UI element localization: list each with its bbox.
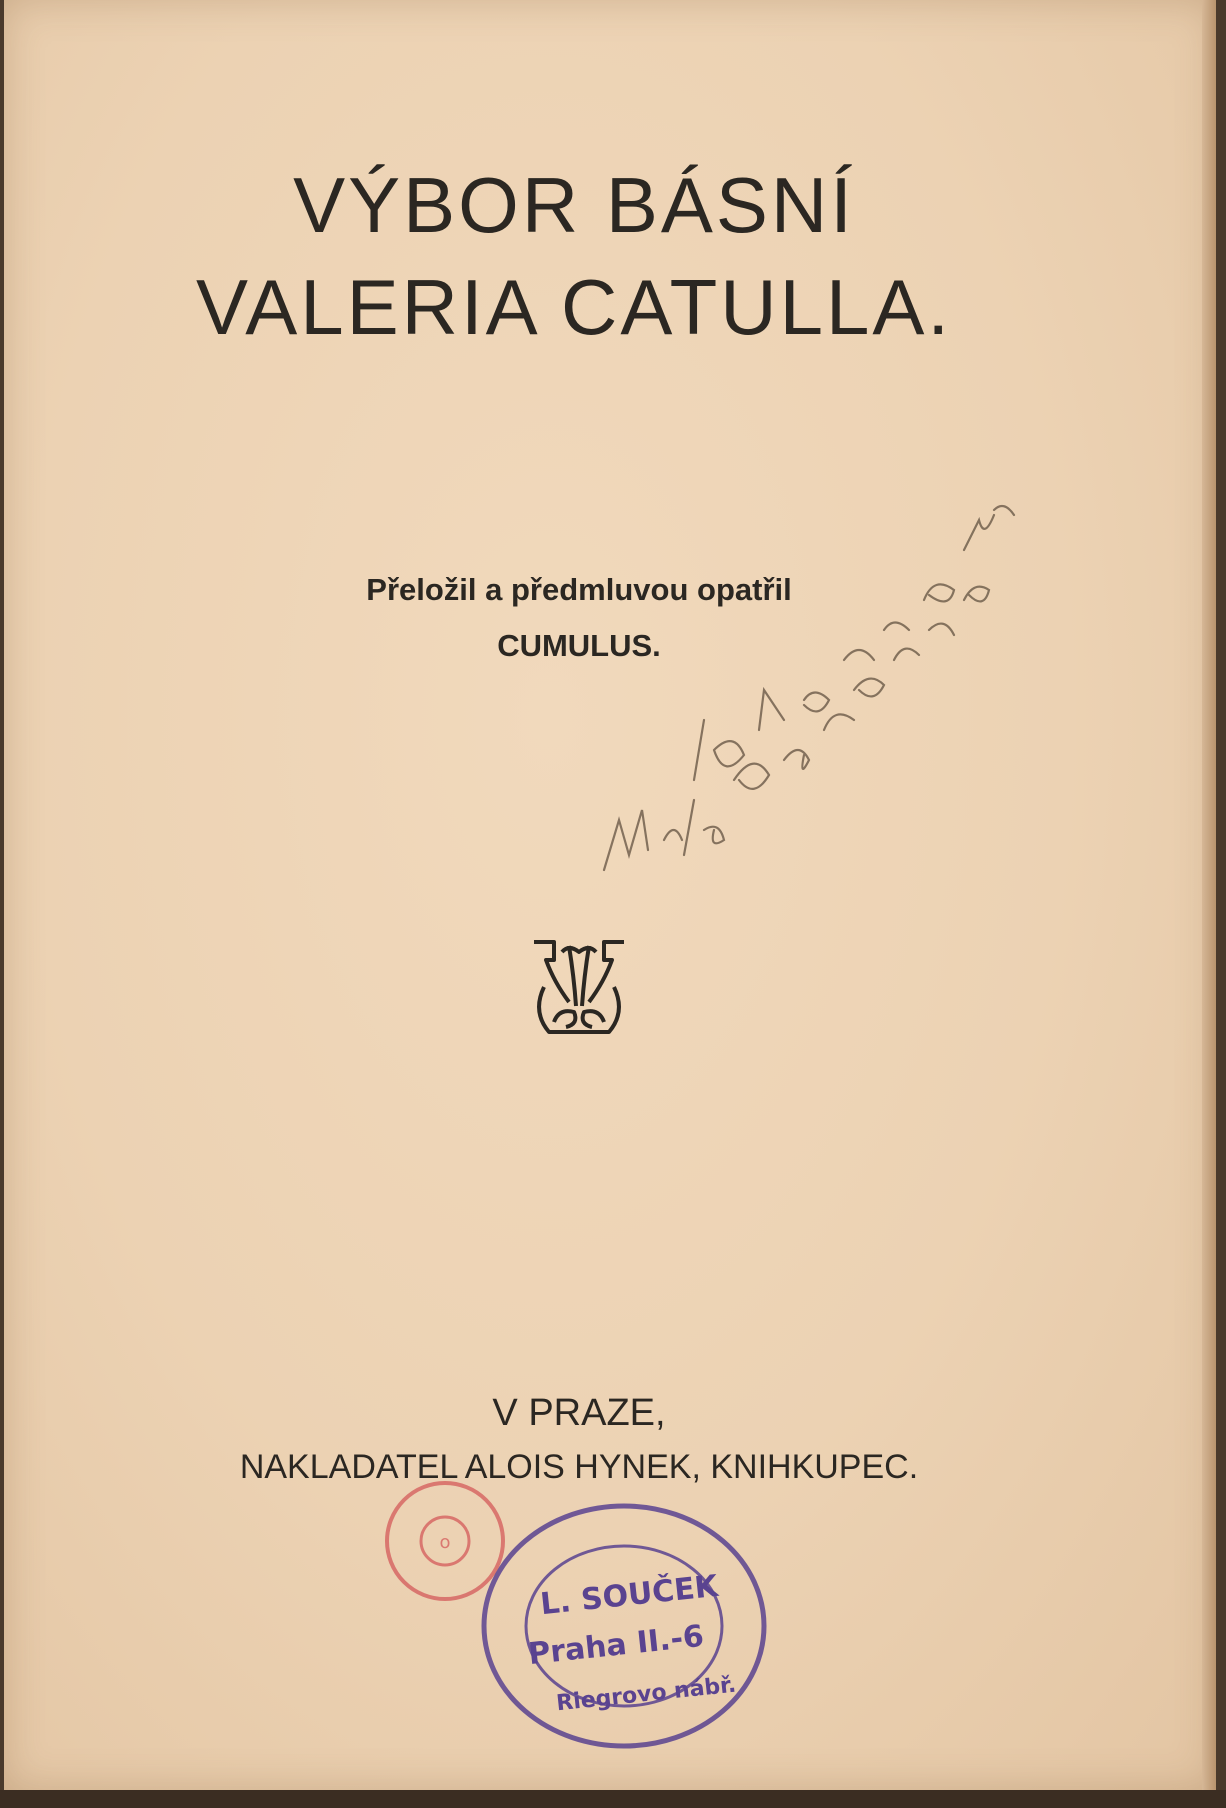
- stamp-city: Praha II.-6: [526, 1618, 706, 1673]
- publisher-emblem-icon: [524, 932, 634, 1042]
- page-edge: [1202, 0, 1216, 1790]
- imprint-city: V PRAZE,: [492, 1392, 666, 1434]
- handwritten-inscription: [584, 400, 1144, 900]
- stamp-name: L. SOUČEK: [538, 1568, 720, 1623]
- imprint-publisher: NAKLADATEL ALOIS HYNEK, KNIHKUPEC.: [239, 1448, 919, 1486]
- stamp-street: Riegrovo nábř.: [555, 1672, 738, 1717]
- title-page: [4, 0, 1216, 1790]
- svg-text:o: o: [439, 1532, 451, 1553]
- book-bottom-edge: [0, 1790, 1226, 1808]
- book-title-line-1: VÝBOR BÁSNÍ: [293, 161, 855, 249]
- book-title-line-2: VALERIA CATULLA.: [195, 263, 953, 351]
- translator-credit: Přeložil a předmluvou opatřil: [366, 572, 792, 607]
- translator-name: CUMULUS.: [497, 628, 661, 663]
